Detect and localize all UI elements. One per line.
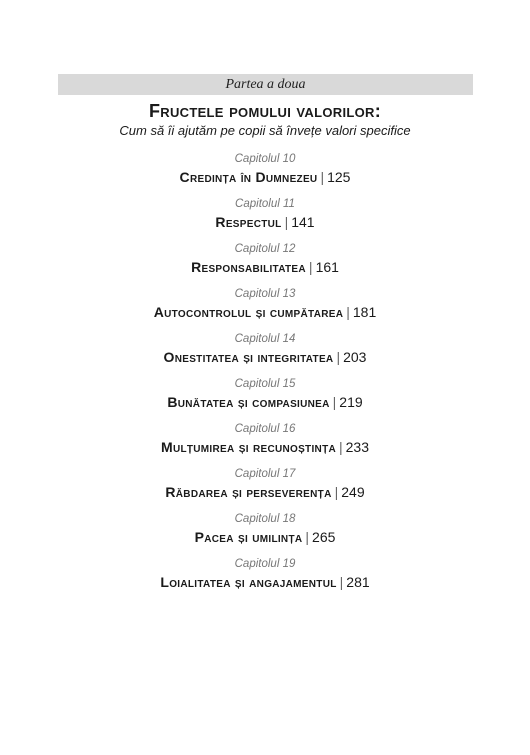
- chapter-line: [0, 573, 530, 591]
- chapter-label: Capitolul 13: [234, 288, 296, 300]
- chapter-title: Onestitatea și integritatea: [163, 349, 334, 365]
- toc-entry: [0, 556, 530, 601]
- chapter-line: [0, 213, 530, 231]
- chapter-label: Capitolul 17: [234, 468, 296, 480]
- page-separator: |: [320, 169, 325, 185]
- chapter-label: Capitolul 12: [234, 243, 296, 255]
- chapter-line: [0, 438, 530, 456]
- chapter-title: Autocontrolul și cumpătarea: [153, 304, 344, 320]
- page-separator: |: [332, 394, 337, 410]
- chapter-line: [0, 528, 530, 546]
- page-separator: |: [336, 349, 341, 365]
- page-separator: |: [305, 529, 310, 545]
- chapter-page-number: 233: [345, 439, 369, 455]
- chapter-page-number: 141: [291, 214, 315, 230]
- section-title: Fructele pomului valorilor:: [148, 101, 381, 121]
- chapter-label: Capitolul 14: [234, 333, 296, 345]
- table-of-contents: [0, 151, 530, 601]
- chapter-title: Pacea și umilința: [194, 529, 303, 545]
- section-subtitle: Cum să îi ajutăm pe copii să învețe valori specifice: [119, 123, 411, 138]
- chapter-page-number: 203: [343, 349, 367, 365]
- toc-entry: [0, 331, 530, 376]
- chapter-label: Capitolul 16: [234, 423, 296, 435]
- chapter-title: Răbdarea și perseverența: [165, 484, 332, 500]
- chapter-line: [0, 393, 530, 411]
- chapter-page-number: 181: [352, 304, 377, 320]
- chapter-label: Capitolul 11: [235, 198, 295, 210]
- chapter-label: Capitolul 15: [234, 378, 296, 390]
- chapter-page-number: 249: [341, 484, 365, 500]
- chapter-line: [0, 483, 530, 501]
- toc-entry: [0, 286, 530, 331]
- toc-entry: [0, 466, 530, 511]
- toc-entry: [0, 196, 530, 241]
- page-separator: |: [339, 574, 344, 590]
- chapter-label: Capitolul 18: [234, 513, 296, 525]
- chapter-page-number: 125: [327, 169, 351, 185]
- part-header: Partea a doua: [58, 74, 473, 95]
- toc-entry: [0, 511, 530, 556]
- toc-entry: [0, 376, 530, 421]
- chapter-title: Respectul: [215, 214, 282, 230]
- chapter-line: [0, 348, 530, 366]
- page-separator: |: [284, 214, 289, 230]
- chapter-title: Responsabilitatea: [191, 259, 306, 275]
- chapter-page-number: 265: [312, 529, 336, 545]
- chapter-page-number: 281: [346, 574, 370, 590]
- chapter-title: Loialitatea și angajamentul: [160, 574, 337, 590]
- toc-entry: [0, 241, 530, 286]
- page-separator: |: [308, 259, 313, 275]
- toc-entry: [0, 151, 530, 196]
- chapter-page-number: 161: [315, 259, 339, 275]
- chapter-label: Capitolul 10: [234, 153, 296, 165]
- chapter-label: Capitolul 19: [234, 558, 296, 570]
- page-separator: |: [339, 439, 343, 455]
- chapter-line: [0, 303, 530, 321]
- chapter-line: [0, 258, 530, 276]
- chapter-page-number: 219: [339, 394, 363, 410]
- chapter-title: Bunătatea și compasiunea: [167, 394, 330, 410]
- page-separator: |: [334, 484, 339, 500]
- chapter-title: Credința în Dumnezeu: [179, 169, 318, 185]
- toc-entry: [0, 421, 530, 466]
- page-separator: |: [346, 304, 350, 320]
- chapter-line: [0, 168, 530, 186]
- chapter-title: Mulțumirea și recunoștința: [160, 439, 336, 455]
